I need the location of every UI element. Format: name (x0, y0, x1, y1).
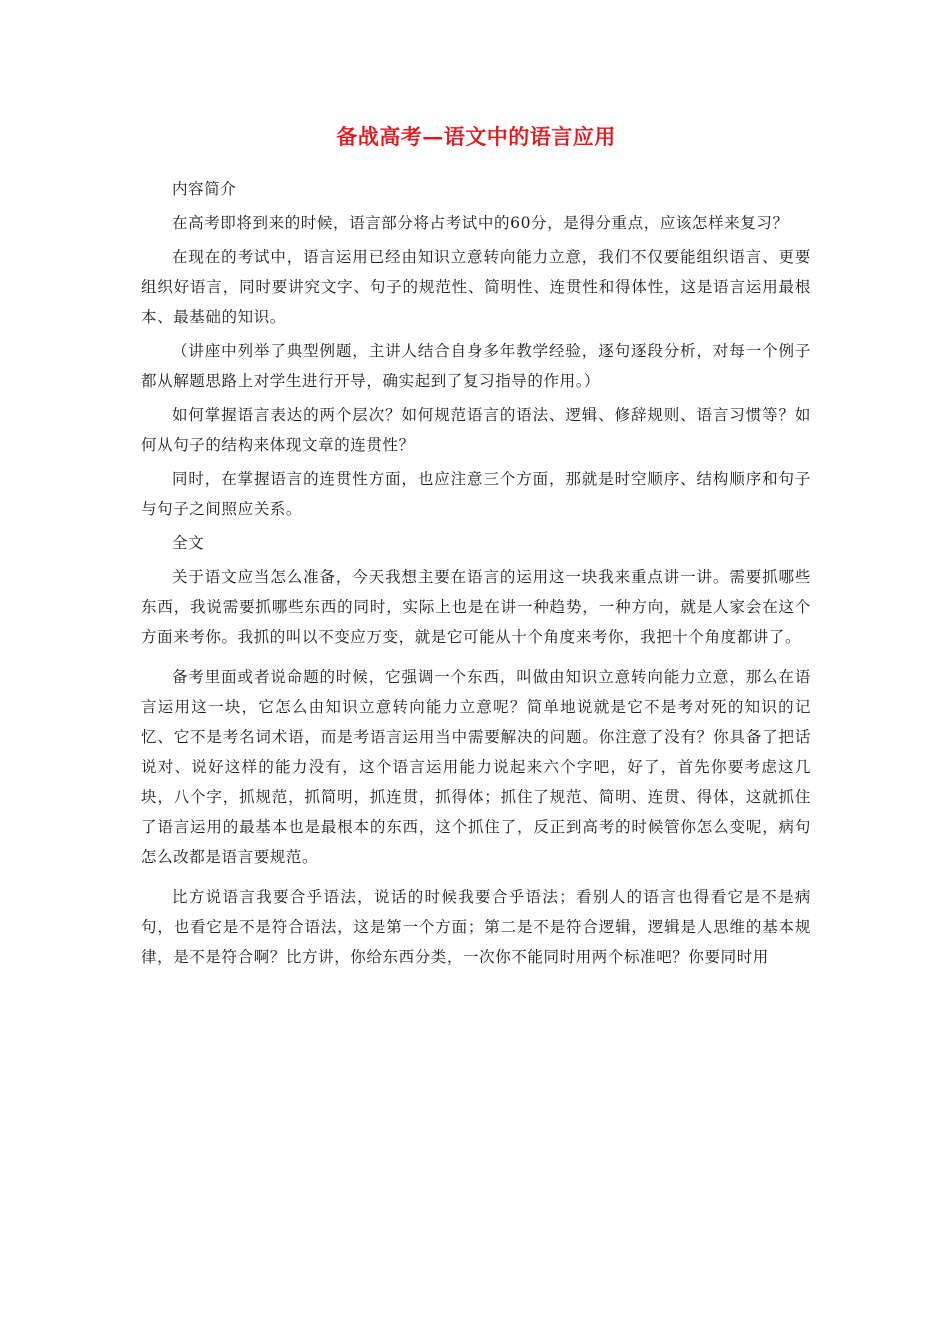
paragraph: 备考里面或者说命题的时候，它强调一个东西，叫做由知识立意转向能力立意，那么在语言运用这一块，它怎么由知识立意转向能力立意呢？简单地说就是它不是考对死的知识的记忆、它不是考名词术语，而是考语言运用当中需要解决的问题。你注意了没有？你具备了把话说对、说好这样的能力没有，这个语言运用能力说起来六个字吧，好了，首先你要考虑这几块，八个字，抓规范，抓简明，抓连贯，抓得体；抓住了规范、简明、连贯、得体，这就抓住了语言运用的最基本也是最根本的东西，这个抓住了，反正到高考的时候管你怎么变呢，病句怎么改都是语言要规范。 (141, 668, 811, 866)
paragraph: （讲座中列举了典型例题，主讲人结合自身多年教学经验，逐句逐段分析，对每一个例子都从解题思路上对学生进行开导，确实起到了复习指导的作用。） (141, 342, 811, 390)
paragraph: 如何掌握语言表达的两个层次？如何规范语言的语法、逻辑、修辞规则、语言习惯等？如何从句子的结构来体现文章的连贯性？ (141, 406, 811, 454)
paragraph: 比方说语言我要合乎语法，说话的时候我要合乎语法；看别人的语言也得看它是不是病句，也看它是不是符合语法，这是第一个方面；第二是不是符合逻辑，逻辑是人思维的基本规律，是不是符合啊？比方讲，你给东西分类，一次你不能同时用两个标准吧？你要同时用 (141, 888, 811, 966)
document-title: 备战高考—语文中的语言应用 (336, 124, 616, 149)
section-heading-fulltext: 全文 (172, 534, 205, 552)
paragraph: 在现在的考试中，语言运用已经由知识立意转向能力立意，我们不仅要能组织语言、更要组织好语言，同时要讲究文字、句子的规范性、简明性、连贯性和得体性，这是语言运用最根本、最基础的知识。 (141, 248, 811, 326)
document-body (141, 120, 811, 976)
paragraph: 在高考即将到来的时候，语言部分将占考试中的60分，是得分重点，应该怎样来复习？ (172, 214, 789, 232)
section-heading-intro: 内容简介 (172, 180, 237, 198)
paragraph: 关于语文应当怎么准备，今天我想主要在语言的运用这一块我来重点讲一讲。需要抓哪些东西，我说需要抓哪些东西的同时，实际上也是在讲一种趋势，一种方向，就是人家会在这个方面来考你。我抓的叫以不变应万变，就是它可能从十个角度来考你，我把十个角度都讲了。 (141, 568, 811, 646)
paragraph: 同时，在掌握语言的连贯性方面，也应注意三个方面，那就是时空顺序、结构顺序和句子与句子之间照应关系。 (141, 470, 811, 518)
